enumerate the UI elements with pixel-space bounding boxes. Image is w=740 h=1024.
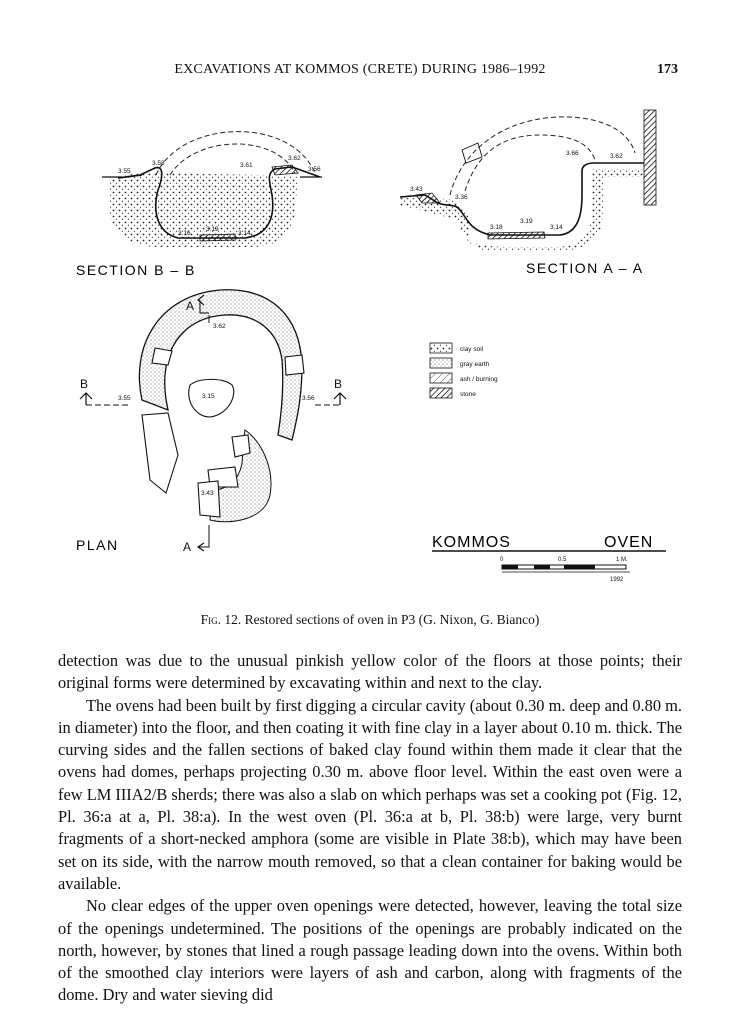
scale-tick-half: 0.5 bbox=[558, 557, 567, 563]
plan-elev-left: 3.55 bbox=[118, 395, 131, 402]
plan-elev-bottom: 3.43 bbox=[201, 490, 214, 497]
elev-bb-3: 3.61 bbox=[240, 162, 253, 169]
caption-text: Restored sections of oven in P3 (G. Nixon, G. Bianco) bbox=[244, 612, 540, 627]
elev-bb-5: 3.56 bbox=[308, 166, 321, 173]
scale-tick-0: 0 bbox=[500, 557, 504, 563]
figure-number: Fig. 12. bbox=[200, 612, 242, 627]
elev-bb-6: 3.16 bbox=[178, 230, 191, 237]
elev-aa-6: 3.19 bbox=[520, 218, 533, 225]
drawing-year: 1992 bbox=[610, 577, 624, 583]
paragraph-3: No clear edges of the upper oven openings were detected, however, leaving the total size of the openings undetermined. The positions of the openings are probably indicated on the north, however, by stones that lined a rough passage leading down into the ovens. Within both of the smoothed clay interiors were layers of ash and carbon, along with fragments of the dome. Dry and water sieving did bbox=[58, 896, 682, 1005]
elev-bb-8: 3.14 bbox=[238, 230, 251, 237]
section-bb-title: SECTION B – B bbox=[76, 262, 196, 278]
page-number: 173 bbox=[657, 62, 678, 77]
object-title: OVEN bbox=[604, 534, 654, 551]
section-aa-drawing bbox=[400, 110, 656, 251]
legend-label-gray-earth: gray earth bbox=[460, 361, 490, 368]
plan-section-b-right-label: B bbox=[334, 377, 343, 391]
figure-caption bbox=[70, 612, 670, 628]
elev-bb-4: 3.62 bbox=[288, 155, 301, 162]
elev-bb-2: 3.58 bbox=[152, 160, 165, 167]
plan-elev-top: 3.62 bbox=[213, 323, 226, 330]
elev-bb-1: 3.55 bbox=[118, 168, 131, 175]
elev-aa-1: 3.43 bbox=[410, 186, 423, 193]
plan-elev-center: 3.15 bbox=[202, 393, 215, 400]
legend bbox=[430, 343, 498, 398]
elev-aa-4: 3.62 bbox=[610, 153, 623, 160]
elev-aa-7: 3.14 bbox=[550, 224, 563, 231]
running-head: EXCAVATIONS AT KOMMOS (CRETE) DURING 1986–1992 bbox=[174, 62, 546, 77]
paragraph-2: The ovens had been built by first digging a circular cavity (about 0.30 m. deep and 0.80 m. in diameter) into the floor, and then coating it with fine clay in a layer about 0.10 m. thick. The curving sides and the fallen sections of baked clay found within them made it clear that the ovens had domes, perhaps projecting 0.30 m. above floor level. Within the east oven were a few LM IIIA2/B sherds; there was also a slab on which perhaps was set a cooking pot (Fig. 12, Pl. 36:a at a, Pl. 38:a). In the west oven (Pl. 36:a at b, Pl. 38:b) were large, very burnt fragments of a short-necked amphora (some are visible in Plate 38:b), which may have been set on its side, with the narrow mouth removed, so that a clean container for baking would be available. bbox=[58, 695, 682, 893]
elev-aa-2: 3.36 bbox=[455, 194, 468, 201]
legend-label-stone: stone bbox=[460, 391, 476, 398]
elev-aa-5: 3.18 bbox=[490, 224, 503, 231]
legend-label-clay-soil: clay soil bbox=[460, 346, 484, 353]
oven-drawing bbox=[70, 95, 680, 595]
body-text bbox=[58, 650, 682, 1007]
elev-aa-3: 3.66 bbox=[566, 150, 579, 157]
plan-section-a-bottom-label: A bbox=[183, 540, 192, 554]
site-title: KOMMOS bbox=[432, 534, 511, 551]
elev-bb-7: 3.19 bbox=[206, 226, 219, 233]
plan-section-b-left-label: B bbox=[80, 377, 89, 391]
figure-12 bbox=[70, 95, 680, 595]
plan-elev-right: 3.56 bbox=[302, 395, 315, 402]
scale-bar bbox=[500, 557, 630, 583]
legend-label-ash-burning: ash / burning bbox=[460, 376, 498, 383]
scale-tick-1m: 1 M. bbox=[616, 557, 628, 563]
section-aa-title: SECTION A – A bbox=[526, 260, 644, 276]
paragraph-1: detection was due to the unusual pinkish yellow color of the floors at those points; their original forms were determined by excavating within and next to the clay. bbox=[58, 651, 682, 693]
plan-section-a-top-label: A bbox=[186, 299, 195, 313]
plan-title: PLAN bbox=[76, 537, 119, 553]
